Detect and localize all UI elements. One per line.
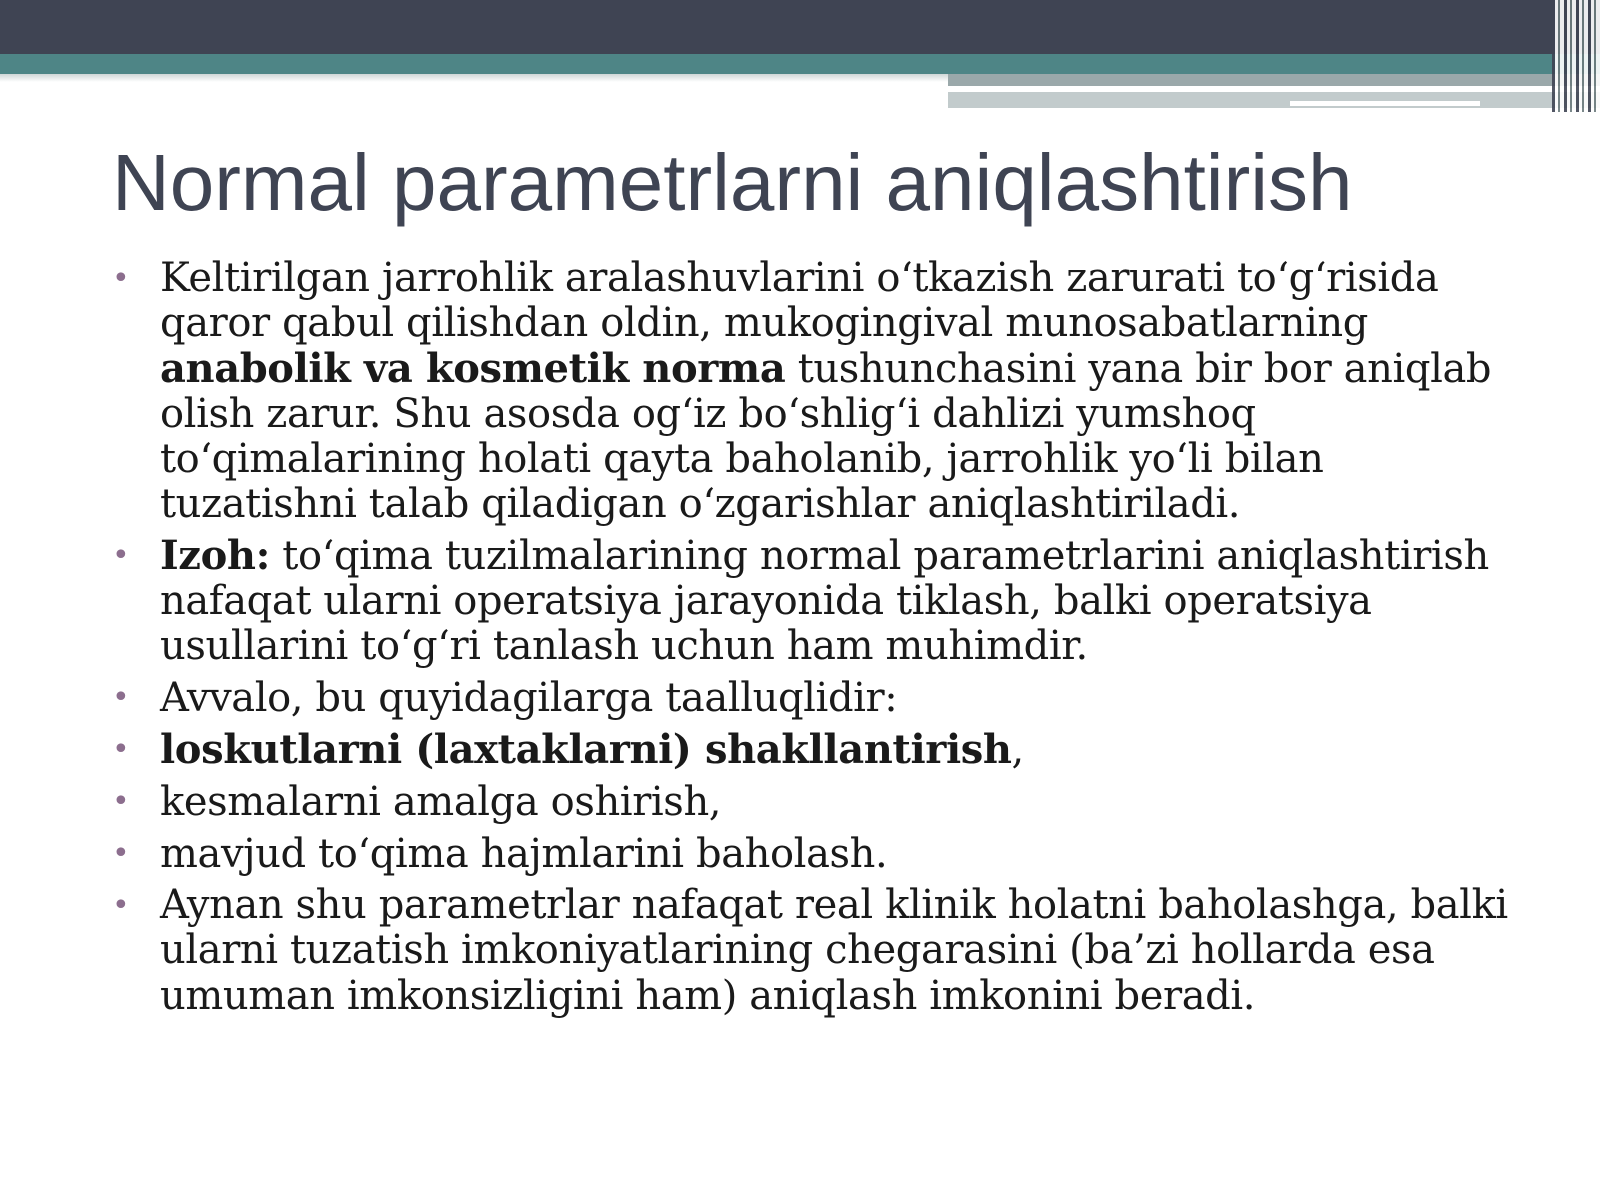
bullet-dot-icon: • [112, 836, 130, 871]
bullet-text: Aynan shu parametrlar nafaqat real klinik holatni baholashga, balki ularni tuzatish imkoniyatlarining chegarasini (ba’zi hollarda esa umuman imkonsizligini ham) aniqlash imkonini beradi. [160, 882, 1508, 1019]
bullet-item [112, 727, 1512, 773]
header-accent-bar-lower [948, 92, 1600, 108]
slide-title: Normal parametrlarni aniqlashtirish [112, 138, 1353, 227]
bullet-text-tail: , [1011, 727, 1024, 773]
bullet-dot-icon: • [112, 261, 130, 296]
bullet-item [112, 779, 1512, 825]
header-accent-line-lower [1290, 101, 1480, 106]
bullet-item [112, 533, 1512, 669]
bullet-text-tail: tushunchasini yana bir bor aniqlab olish zarur. Shu asosda og‘iz bo‘shlig‘i dahlizi yumshoq to‘qimalarining holati qayta baholanib, jarrohlik yo‘li bilan tuzatishni talab qiladigan o‘zgarishlar aniqlashtiriladi. [160, 346, 1492, 527]
bullet-text: Avvalo, bu quyidagilarga taalluqlidir: [160, 675, 898, 721]
bullet-item [112, 675, 1512, 721]
bullet-list [112, 256, 1512, 1025]
header-edge-lines [1552, 0, 1600, 112]
bullet-item [112, 831, 1512, 877]
bullet-dot-icon: • [112, 784, 130, 819]
header-accent-line [948, 86, 1480, 91]
bullet-bold-text: Izoh: [160, 532, 270, 579]
bullet-text: Keltirilgan jarrohlik aralashuvlarini o‘tkazish zarurati to‘g‘risida qaror qabul qilishdan oldin, mukogingival munosabatlarning [160, 255, 1439, 346]
bullet-text: kesmalarni amalga oshirish, [160, 779, 722, 825]
bullet-bold-text: loskutlarni (laxtaklarni) shakllantirish [160, 726, 1012, 773]
bullet-dot-icon: • [112, 888, 130, 923]
bullet-bold-text: anabolik va kosmetik norma [160, 345, 786, 392]
bullet-dot-icon: • [112, 538, 130, 573]
header-shadow [0, 74, 950, 82]
bullet-dot-icon: • [112, 680, 130, 715]
bullet-text: mavjud to‘qima hajmlarini baholash. [160, 831, 888, 877]
header-dark-band [0, 0, 1600, 54]
bullet-dot-icon: • [112, 732, 130, 767]
bullet-item [112, 883, 1512, 1019]
bullet-item [112, 256, 1512, 527]
header-teal-band [0, 54, 1600, 74]
bullet-text-tail: to‘qima tuzilmalarining normal parametrlarini aniqlashtirish nafaqat ularni operatsiya jarayonida tiklash, balki operatsiya usullarini to‘g‘ri tanlash uchun ham muhimdir. [160, 533, 1489, 669]
header-accent-bar [948, 74, 1600, 86]
